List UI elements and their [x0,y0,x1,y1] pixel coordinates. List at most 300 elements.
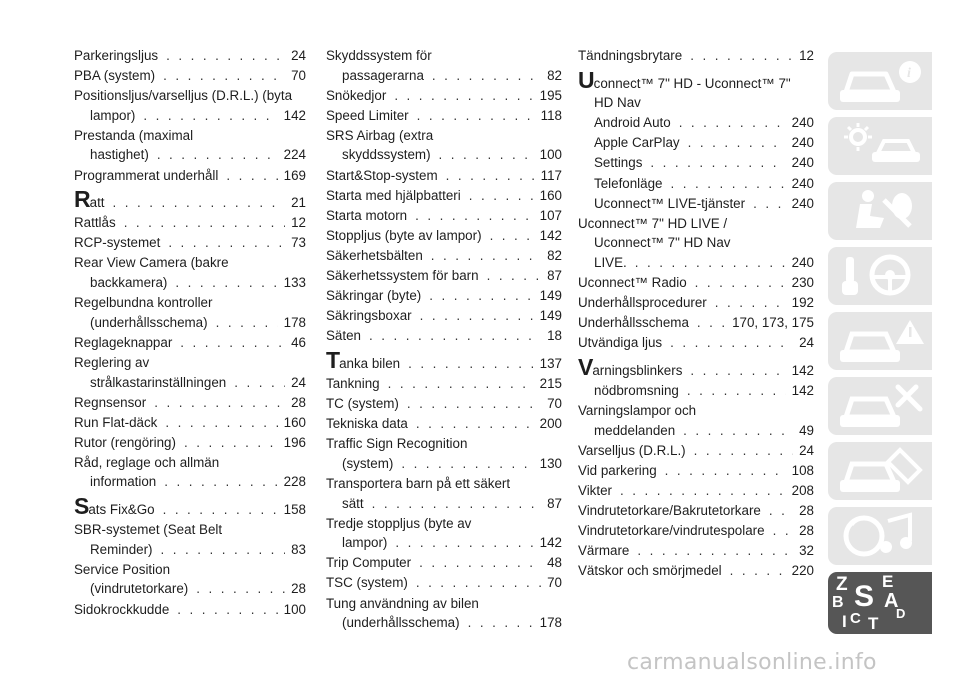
index-entry[interactable] [74,433,306,453]
index-entry[interactable] [74,493,306,520]
leader-dots [635,253,786,273]
page-number: 158 [283,502,306,518]
leader-dots [417,106,535,126]
leader-dots [143,106,277,126]
entry-text: RCP-systemet [74,235,161,251]
entry-text: Settings [594,155,643,171]
entry-text: (underhållsschema) [90,314,208,330]
leader-dots [690,361,785,381]
section-initial: U [578,66,594,93]
entry-text: Regelbundna kontroller [74,295,213,311]
leader-dots [175,273,277,293]
index-entry[interactable] [578,461,814,481]
index-column-1 [74,46,306,620]
page-number: 196 [283,434,306,450]
leader-dots [180,333,285,353]
index-entry[interactable] [326,46,562,85]
index-entry[interactable] [326,346,562,374]
page-number: 160 [283,414,306,430]
leader-dots [620,481,786,501]
page-number: 160 [539,187,562,203]
index-entry[interactable] [326,474,562,513]
tab-car-info[interactable] [828,52,932,110]
page-number: 49 [799,422,814,438]
index-entry[interactable] [578,273,814,293]
page-number: 28 [799,523,814,539]
page-number: 228 [283,474,306,490]
leader-dots [429,286,533,306]
entry-text: PBA (system) [74,68,156,84]
index-entry[interactable] [578,541,814,561]
leader-dots [469,186,534,206]
index-entry[interactable] [326,573,562,593]
page-number: 142 [791,362,814,378]
leader-dots [431,246,541,266]
tab-multimedia[interactable] [828,507,932,565]
multimedia-music-icon [828,507,932,565]
leader-dots [665,461,786,481]
entry-text: strålkastarinställningen [90,374,227,390]
index-entry[interactable] [578,401,814,440]
index-entry[interactable] [74,126,306,165]
entry-text: Säten [326,328,361,344]
index-entry[interactable] [74,333,306,353]
leader-dots [637,541,793,561]
index-entry[interactable] [74,66,306,86]
entry-text: Uconnect™ 7" HD LIVE / [578,215,728,231]
page-number: 215 [539,376,562,391]
index-column-3 [578,46,814,581]
entry-text: Skyddssystem för [326,48,432,63]
leader-dots [490,226,534,246]
entry-text: Speed Limiter [326,107,409,123]
page-number: 107 [539,207,562,223]
leader-dots [420,306,534,326]
entry-text: Vindrutetorkare/vindrutespolare [578,523,765,539]
entry-text: connect™ 7" HD - Uconnect™ 7" [593,75,791,91]
leader-dots [196,579,285,599]
entry-text: Råd, reglage och allmän [74,454,220,470]
page-number: 240 [791,135,814,151]
page-number: 100 [539,147,562,163]
page-number: 70 [547,575,562,591]
index-entry[interactable] [326,514,562,553]
index-entry[interactable] [578,333,814,353]
warning-car-icon [828,312,932,370]
index-entry[interactable] [578,501,814,521]
index-entry[interactable] [74,233,306,253]
entry-text: SRS Airbag (extra [326,127,434,143]
entry-text: lampor) [342,535,388,551]
index-entry[interactable] [578,46,814,66]
entry-text: Rattlås [74,215,116,231]
leader-dots [164,472,277,492]
page-number: 178 [539,615,562,631]
index-entry[interactable] [74,86,306,125]
page-number: 224 [283,147,306,163]
index-entry[interactable] [326,86,562,106]
index-entry[interactable] [326,374,562,394]
entry-text: Säkringar (byte) [326,288,422,304]
entry-text: Sidokrockkudde [74,601,170,617]
tab-lights[interactable] [828,117,932,175]
leader-dots [432,66,541,86]
entry-text: Programmerat underhåll [74,167,219,183]
tab-index[interactable] [828,572,932,634]
page-number: 24 [291,48,306,63]
car-repair-icon [828,377,932,435]
entry-text: Rutor (rengöring) [74,434,176,450]
entry-text: lampor) [90,107,136,123]
page-number: 208 [791,482,814,498]
page-number: 24 [799,442,814,458]
page-number: 178 [283,314,306,330]
index-entry[interactable] [326,434,562,473]
leader-dots [416,573,541,593]
page-number: 18 [547,328,562,344]
leader-dots [369,326,541,346]
leader-dots [216,313,278,333]
entry-text: (vindrutetorkare) [90,581,189,597]
index-column-2 [326,46,562,633]
entry-text: Regnsensor [74,394,147,410]
leader-dots [408,354,534,374]
page-number: 87 [547,268,562,284]
svg-text:i: i [907,66,911,81]
index-entry[interactable] [326,414,562,434]
entry-text: arningsblinkers [592,362,683,378]
leader-dots [157,145,278,165]
entry-text: backkamera) [90,275,168,291]
index-entry[interactable] [74,166,306,186]
index-entry[interactable] [578,214,814,273]
index-entry[interactable] [326,166,562,186]
leader-dots [234,373,285,393]
entry-text: Snökedjor [326,87,387,103]
page-number: 28 [799,503,814,519]
page-number: 220 [791,563,814,579]
entry-text: Tung användning av bilen [326,595,479,611]
entry-text: Uconnect™ 7" HD Nav [594,235,731,251]
page-number: 82 [547,67,562,83]
entry-text: SBR-systemet (Seat Belt [74,522,223,538]
index-entry[interactable] [74,520,306,559]
index-entry[interactable] [578,113,814,133]
entry-text: Varningslampor och [578,403,697,419]
entry-text: (underhållsschema) [342,615,460,631]
entry-text: Underhållsschema [578,315,689,331]
leader-dots [769,501,793,521]
leader-dots [650,153,785,173]
page-number: 32 [799,543,814,559]
entry-text: TSC (system) [326,575,408,591]
page-number: 83 [291,541,306,557]
index-entry[interactable] [578,153,814,173]
entry-text: Vätskor och smörjmedel [578,563,722,579]
page-number: 73 [291,235,306,251]
page-number: 230 [791,275,814,291]
page-number: 108 [791,462,814,478]
entry-text: Uconnect™ Radio [578,275,687,291]
key-steering-icon [828,247,932,305]
leader-dots [184,433,278,453]
page-number: 240 [791,254,814,270]
entry-text: Parkeringsljus [74,48,159,63]
index-entry[interactable] [326,266,562,286]
page-number: 70 [291,68,306,84]
index-entry[interactable] [578,521,814,541]
leader-dots [687,381,786,401]
page-number: 82 [547,247,562,263]
leader-dots [468,613,534,633]
leader-dots [168,233,285,253]
tab-warnings[interactable] [828,312,932,370]
index-letters-icon: Z E S B A C D T I [832,572,906,633]
leader-dots [688,133,786,153]
entry-text: Tändningsbrytare [578,48,683,63]
page-number: 192 [791,295,814,311]
leader-dots [165,413,277,433]
leader-dots [113,193,286,213]
leader-dots [670,333,793,353]
index-entry[interactable] [74,413,306,433]
entry-text: nödbromsning [594,383,679,398]
leader-dots [715,293,786,313]
leader-dots [395,533,533,553]
entry-text: LIVE. [594,254,627,270]
index-entry[interactable] [74,186,306,213]
entry-text: Underhållsprocedurer [578,295,707,311]
index-entry[interactable] [74,213,306,233]
page-number: 133 [283,275,306,291]
leader-dots [690,46,793,66]
page-number: 28 [291,394,306,410]
section-initial: V [578,353,593,380]
entry-text: TC (system) [326,396,399,412]
leader-dots [679,113,786,133]
entry-text: Vid parkering [578,462,657,478]
entry-text: Stoppljus (byte av lampor) [326,227,482,243]
index-entry[interactable] [578,381,814,401]
entry-text: Uconnect™ LIVE-tjänster [594,195,746,211]
entry-text: att [89,195,105,211]
leader-dots [166,46,285,66]
leader-dots [773,521,794,541]
entry-text: Varselljus (D.R.L.) [578,442,686,458]
tab-safety[interactable] [828,182,932,240]
index-entry[interactable] [74,353,306,392]
page-number: 28 [291,581,306,597]
leader-dots [372,494,542,514]
page-number: 142 [283,107,306,123]
leader-dots [401,454,533,474]
index-entry[interactable] [74,46,306,66]
leader-dots [487,266,542,286]
entry-text: Reglering av [74,354,150,370]
index-entry[interactable] [74,393,306,413]
leader-dots [753,194,786,214]
leader-dots [394,86,533,106]
page-number: 100 [283,601,306,617]
leader-dots [388,374,534,394]
entry-text: Vikter [578,482,612,498]
index-entry[interactable] [578,441,814,461]
page-number: 117 [540,167,562,183]
section-initial: R [74,186,90,213]
leader-dots [695,273,786,293]
page-number: 21 [291,195,306,211]
page-number: 46 [291,334,306,350]
section-tabs [828,52,936,641]
leader-dots [671,174,786,194]
index-entry[interactable] [326,553,562,573]
page-number: 118 [540,107,562,123]
index-entry[interactable] [578,66,814,113]
leader-dots [683,421,793,441]
page-number: 195 [539,87,562,103]
entry-text: skyddssystem) [342,147,431,163]
entry-text: Starta motorn [326,207,408,223]
entry-text: Start&Stop-system [326,167,438,183]
entry-text: Traffic Sign Recognition [326,436,468,452]
page-number: 87 [547,495,562,511]
index-entry[interactable] [326,246,562,266]
entry-text: ats Fix&Go [88,502,155,518]
entry-text: sätt [342,495,364,511]
entry-text: Positionsljus/varselljus (D.R.L.) (byta [74,88,293,104]
entry-text: Tankning [326,376,380,391]
leader-dots [154,393,285,413]
entry-text: Säkringsboxar [326,308,412,324]
index-entry[interactable] [326,594,562,633]
leader-dots [177,600,277,620]
leader-dots [730,561,786,581]
page-number: 240 [791,115,814,131]
entry-text: Reminder) [90,541,153,557]
entry-text: Trip Computer [326,555,412,571]
tab-start-drive[interactable] [828,247,932,305]
index-entry[interactable] [74,600,306,620]
watermark: carmanualsonline.info [627,650,877,675]
index-entry[interactable] [578,481,814,501]
page-number: 240 [791,175,814,191]
entry-text: Transportera barn på ett säkert [326,475,511,491]
entry-text: Starta med hjälpbatteri [326,187,461,203]
section-initial: T [326,346,340,373]
car-info-icon [828,52,932,110]
entry-text: passagerarna [342,67,424,83]
index-entry[interactable] [578,194,814,214]
index-entry[interactable] [326,394,562,414]
entry-text: information [90,474,157,490]
index-entry[interactable] [74,560,306,599]
entry-text: Rear View Camera (bakre [74,255,229,271]
leader-dots [407,394,541,414]
index-entry[interactable] [326,186,562,206]
page-number: 70 [547,396,562,412]
entry-text: Säkerhetsbälten [326,247,423,263]
page-number: 142 [539,535,562,551]
page-number: 149 [539,288,562,304]
index-entry[interactable] [578,353,814,381]
leader-dots [415,206,534,226]
entry-text: Tredje stoppljus (byte av [326,515,472,531]
index-entry[interactable] [578,133,814,153]
index-entry[interactable] [326,106,562,126]
entry-text: meddelanden [594,422,676,438]
leader-dots [163,66,285,86]
page-number: 12 [291,215,306,231]
entry-text: Run Flat-däck [74,414,158,430]
page-number: 142 [791,383,814,398]
index-entry[interactable] [326,226,562,246]
entry-text: Apple CarPlay [594,135,680,151]
leader-dots [124,213,285,233]
page-number: 169 [283,167,306,183]
leader-dots [161,540,286,560]
airbag-seat-icon [828,182,932,240]
page-number: 240 [791,195,814,211]
entry-text: Säkerhetssystem för barn [326,268,479,284]
leader-dots [439,145,534,165]
index-entry[interactable] [326,326,562,346]
entry-text: Värmare [578,543,630,559]
index-entry[interactable] [326,306,562,326]
entry-text: anka bilen [339,355,401,371]
index-entry[interactable] [578,174,814,194]
leader-dots [226,166,277,186]
entry-text: hastighet) [90,147,149,163]
entry-text: Utvändiga ljus [578,335,663,351]
leader-dots [694,441,793,461]
page-number: 130 [539,455,562,471]
index-entry[interactable] [326,286,562,306]
page-number: 12 [799,48,814,63]
index-entry[interactable] [74,253,306,292]
entry-text: Android Auto [594,115,671,131]
page-number: 200 [539,416,562,432]
index-entry[interactable] [578,293,814,313]
page-number: 240 [791,155,814,171]
leader-dots [446,166,535,186]
entry-text: Vindrutetorkare/Bakrutetorkare [578,503,761,519]
entry-text: Service Position [74,561,171,577]
index-entry[interactable] [74,293,306,332]
car-lights-icon [828,117,932,175]
leader-dots [697,313,726,333]
page-number: 142 [539,227,562,243]
page-number: 137 [539,355,562,371]
index-entry[interactable] [326,206,562,226]
car-data-icon [828,442,932,500]
index-entry[interactable] [74,453,306,492]
page-number: 24 [291,374,306,390]
entry-text: Reglageknappar [74,334,173,350]
entry-text: Tekniska data [326,416,408,432]
tab-tech-data[interactable] [828,442,932,500]
entry-text: HD Nav [594,95,641,111]
entry-text: (system) [342,455,394,471]
index-entry[interactable] [578,313,814,333]
tab-emergency[interactable] [828,377,932,435]
index-entry[interactable] [578,561,814,581]
leader-dots [416,414,534,434]
page-number: 170, 173, 175 [732,315,814,331]
leader-dots [419,553,541,573]
index-entry[interactable] [326,126,562,165]
page-number: 24 [799,335,814,351]
page-number: 149 [539,308,562,324]
